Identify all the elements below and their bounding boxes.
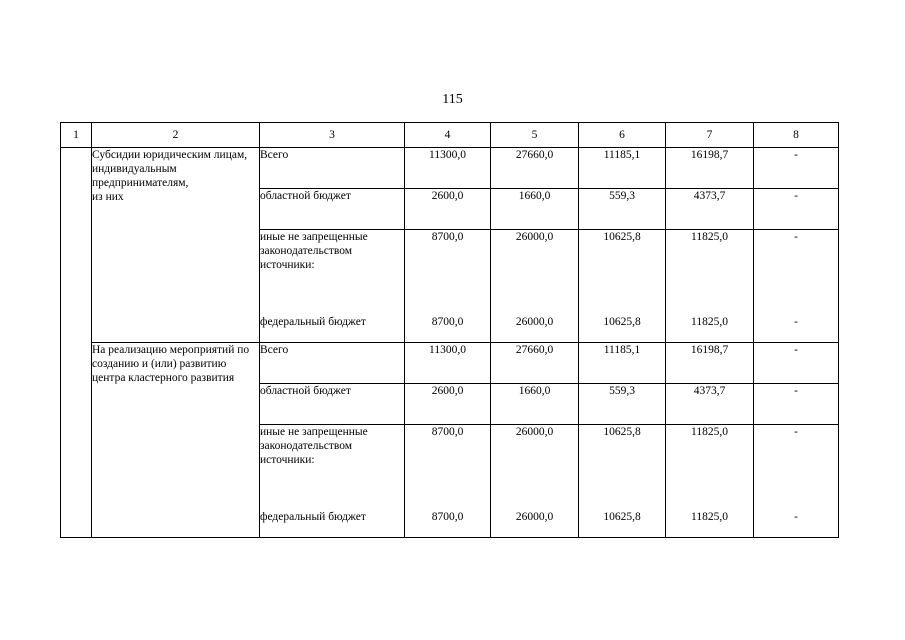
value-cell: 16198,7 — [666, 343, 754, 384]
value-cell: - — [754, 343, 839, 384]
value-cell: 8700,0 — [405, 302, 491, 343]
group-description: На реализацию мероприятий по созданию и (или) развитию центра кластерного развития — [92, 343, 260, 538]
source-cell: областной бюджет — [260, 189, 405, 230]
header-cell: 4 — [405, 123, 491, 148]
value-cell: 2600,0 — [405, 384, 491, 425]
header-cell: 6 — [579, 123, 666, 148]
index-cell — [61, 148, 92, 538]
value-cell: 10625,8 — [579, 425, 666, 498]
value-cell: 11825,0 — [666, 230, 754, 303]
group-description: Субсидии юридическим лицам, индивидуальным предпринимателям, из них — [92, 148, 260, 343]
value-cell: - — [754, 384, 839, 425]
value-cell: 10625,8 — [579, 497, 666, 538]
value-cell: 16198,7 — [666, 148, 754, 189]
value-cell: 11185,1 — [579, 343, 666, 384]
value-cell: 1660,0 — [491, 189, 579, 230]
value-cell: 2600,0 — [405, 189, 491, 230]
value-cell: 26000,0 — [491, 302, 579, 343]
table-header-row — [61, 123, 839, 148]
header-cell: 8 — [754, 123, 839, 148]
value-cell: - — [754, 302, 839, 343]
value-cell: - — [754, 230, 839, 303]
table-row — [61, 343, 839, 384]
value-cell: 559,3 — [579, 384, 666, 425]
value-cell: 11825,0 — [666, 497, 754, 538]
value-cell: 8700,0 — [405, 230, 491, 303]
page-number: 115 — [442, 92, 463, 107]
header-cell: 2 — [92, 123, 260, 148]
header-cell: 7 — [666, 123, 754, 148]
value-cell: - — [754, 189, 839, 230]
source-cell: иные не запрещенные законодательством источники: — [260, 230, 405, 303]
value-cell: 11300,0 — [405, 148, 491, 189]
source-cell: иные не запрещенные законодательством источники: — [260, 425, 405, 498]
value-cell: 26000,0 — [491, 230, 579, 303]
value-cell: 4373,7 — [666, 189, 754, 230]
source-cell: федеральный бюджет — [260, 497, 405, 538]
value-cell: 11300,0 — [405, 343, 491, 384]
source-cell: Всего — [260, 343, 405, 384]
value-cell: 27660,0 — [491, 148, 579, 189]
value-cell: - — [754, 425, 839, 498]
value-cell: 1660,0 — [491, 384, 579, 425]
value-cell: 11825,0 — [666, 425, 754, 498]
value-cell: - — [754, 497, 839, 538]
table-row — [61, 148, 839, 189]
value-cell: 8700,0 — [405, 497, 491, 538]
header-cell: 1 — [61, 123, 92, 148]
source-cell: областной бюджет — [260, 384, 405, 425]
budget-table — [60, 122, 839, 538]
header-cell: 3 — [260, 123, 405, 148]
value-cell: 4373,7 — [666, 384, 754, 425]
value-cell: 26000,0 — [491, 497, 579, 538]
value-cell: 10625,8 — [579, 302, 666, 343]
value-cell: - — [754, 148, 839, 189]
value-cell: 26000,0 — [491, 425, 579, 498]
value-cell: 10625,8 — [579, 230, 666, 303]
value-cell: 27660,0 — [491, 343, 579, 384]
value-cell: 11185,1 — [579, 148, 666, 189]
value-cell: 559,3 — [579, 189, 666, 230]
value-cell: 8700,0 — [405, 425, 491, 498]
source-cell: Всего — [260, 148, 405, 189]
source-cell: федеральный бюджет — [260, 302, 405, 343]
value-cell: 11825,0 — [666, 302, 754, 343]
header-cell: 5 — [491, 123, 579, 148]
